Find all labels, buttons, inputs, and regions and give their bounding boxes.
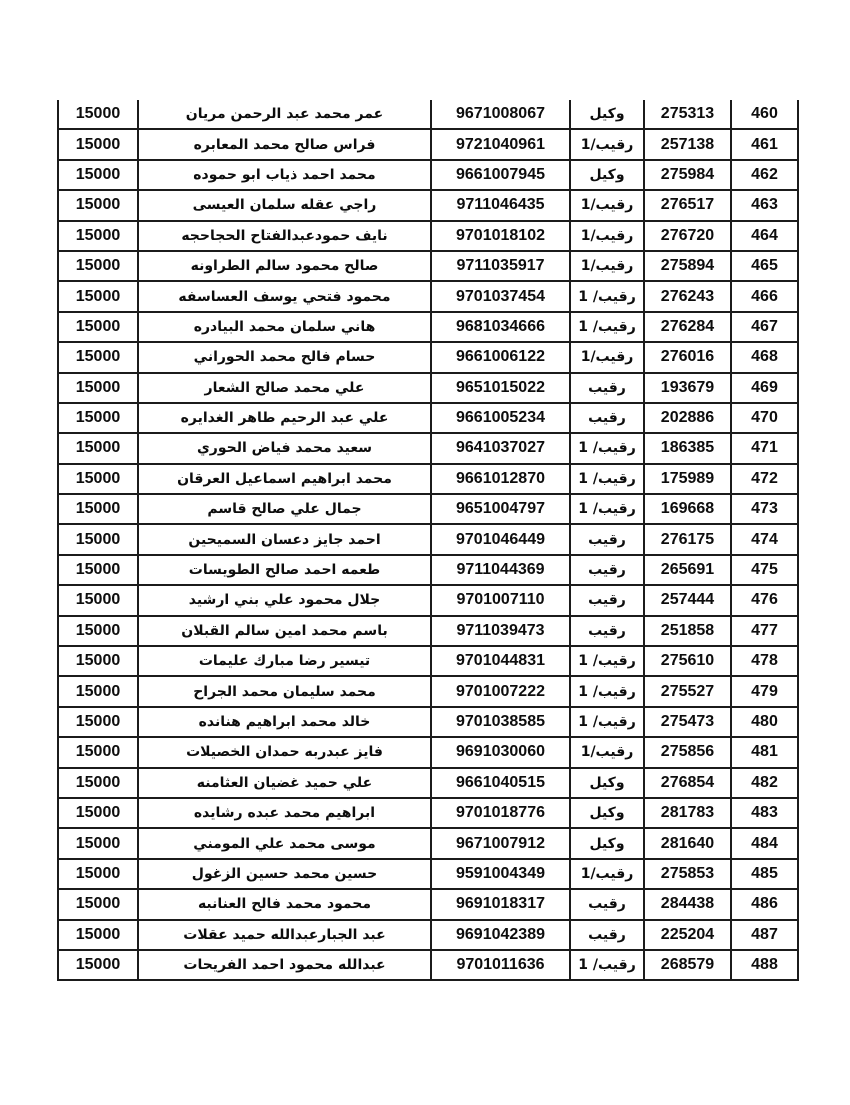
cell-row-number: 461 [731,129,798,159]
cell-rank: رقيب/1 [570,251,644,281]
cell-amount: 15000 [58,737,138,767]
cell-row-number: 472 [731,464,798,494]
cell-row-number: 477 [731,616,798,646]
table-row [58,585,798,615]
cell-serial: 275853 [644,859,731,889]
cell-amount: 15000 [58,373,138,403]
cell-name: عبدالله محمود احمد الفريحات [138,950,431,980]
cell-name: علي محمد صالح الشعار [138,373,431,403]
cell-national-id: 9651004797 [431,494,570,524]
cell-serial: 276720 [644,221,731,251]
cell-row-number: 484 [731,828,798,858]
cell-national-id: 9661040515 [431,768,570,798]
cell-amount: 15000 [58,494,138,524]
cell-serial: 281640 [644,828,731,858]
cell-amount: 15000 [58,676,138,706]
cell-rank: وكيل [570,768,644,798]
cell-amount: 15000 [58,251,138,281]
cell-rank: رقيب/1 [570,859,644,889]
cell-rank: رقيب [570,585,644,615]
cell-amount: 15000 [58,342,138,372]
cell-rank: رقيب [570,616,644,646]
cell-serial: 257444 [644,585,731,615]
cell-row-number: 463 [731,190,798,220]
cell-amount: 15000 [58,190,138,220]
table-row [58,221,798,251]
table-row [58,494,798,524]
cell-rank: رقيب/ 1 [570,281,644,311]
cell-amount: 15000 [58,312,138,342]
cell-row-number: 468 [731,342,798,372]
cell-amount: 15000 [58,160,138,190]
cell-amount: 15000 [58,828,138,858]
cell-serial: 276243 [644,281,731,311]
cell-amount: 15000 [58,585,138,615]
cell-rank: رقيب/1 [570,129,644,159]
cell-amount: 15000 [58,129,138,159]
cell-amount: 15000 [58,616,138,646]
cell-rank: رقيب [570,920,644,950]
cell-rank: رقيب/ 1 [570,646,644,676]
cell-serial: 275527 [644,676,731,706]
cell-name: خالد محمد ابراهيم هنانده [138,707,431,737]
table-row [58,859,798,889]
cell-row-number: 473 [731,494,798,524]
cell-rank: رقيب [570,524,644,554]
cell-serial: 202886 [644,403,731,433]
cell-serial: 275473 [644,707,731,737]
cell-national-id: 9701044831 [431,646,570,676]
cell-name: علي حميد غضيان العثامنه [138,768,431,798]
cell-rank: رقيب/ 1 [570,950,644,980]
cell-rank: رقيب/ 1 [570,464,644,494]
cell-national-id: 9701037454 [431,281,570,311]
cell-row-number: 466 [731,281,798,311]
cell-name: جمال علي صالح قاسم [138,494,431,524]
cell-national-id: 9711046435 [431,190,570,220]
cell-rank: رقيب/1 [570,342,644,372]
cell-amount: 15000 [58,100,138,129]
cell-national-id: 9661012870 [431,464,570,494]
table-row [58,464,798,494]
table-row [58,190,798,220]
cell-rank: وكيل [570,798,644,828]
cell-rank: رقيب/ 1 [570,676,644,706]
cell-rank: رقيب [570,403,644,433]
cell-amount: 15000 [58,920,138,950]
cell-name: محمد سليمان محمد الجراح [138,676,431,706]
cell-rank: رقيب/1 [570,190,644,220]
table-row [58,524,798,554]
cell-rank: رقيب/1 [570,221,644,251]
table-row [58,889,798,919]
cell-row-number: 471 [731,433,798,463]
cell-amount: 15000 [58,707,138,737]
cell-name: موسى محمد علي المومني [138,828,431,858]
cell-national-id: 9691030060 [431,737,570,767]
cell-name: ابراهيم محمد عبده رشايده [138,798,431,828]
cell-name: حسين محمد حسين الزغول [138,859,431,889]
cell-amount: 15000 [58,646,138,676]
cell-row-number: 464 [731,221,798,251]
cell-rank: وكيل [570,100,644,129]
cell-serial: 275856 [644,737,731,767]
cell-row-number: 487 [731,920,798,950]
cell-national-id: 9691018317 [431,889,570,919]
table-row [58,707,798,737]
cell-serial: 276854 [644,768,731,798]
cell-name: تيسير رضا مبارك عليمات [138,646,431,676]
cell-row-number: 480 [731,707,798,737]
table-row [58,616,798,646]
cell-row-number: 478 [731,646,798,676]
cell-name: فراس صالح محمد المعابره [138,129,431,159]
cell-national-id: 9701018776 [431,798,570,828]
cell-name: محمد احمد ذياب ابو حموده [138,160,431,190]
cell-serial: 276016 [644,342,731,372]
cell-national-id: 9641037027 [431,433,570,463]
cell-national-id: 9671007912 [431,828,570,858]
cell-name: عمر محمد عبد الرحمن مريان [138,100,431,129]
cell-row-number: 486 [731,889,798,919]
cell-serial: 276284 [644,312,731,342]
cell-row-number: 485 [731,859,798,889]
cell-national-id: 9691042389 [431,920,570,950]
cell-rank: رقيب [570,555,644,585]
cell-national-id: 9701046449 [431,524,570,554]
cell-serial: 265691 [644,555,731,585]
cell-serial: 275313 [644,100,731,129]
table-row [58,373,798,403]
cell-row-number: 462 [731,160,798,190]
cell-name: محمود فتحي يوسف العساسفه [138,281,431,311]
cell-name: عبد الجبارعبدالله حميد عقلات [138,920,431,950]
cell-row-number: 475 [731,555,798,585]
table-row [58,555,798,585]
cell-amount: 15000 [58,798,138,828]
cell-amount: 15000 [58,859,138,889]
cell-amount: 15000 [58,889,138,919]
table-row [58,433,798,463]
cell-serial: 281783 [644,798,731,828]
cell-national-id: 9701038585 [431,707,570,737]
cell-national-id: 9711039473 [431,616,570,646]
table-row [58,281,798,311]
cell-serial: 276175 [644,524,731,554]
cell-amount: 15000 [58,433,138,463]
cell-amount: 15000 [58,403,138,433]
table-row [58,251,798,281]
cell-serial: 276517 [644,190,731,220]
cell-rank: رقيب/ 1 [570,433,644,463]
cell-national-id: 9701011636 [431,950,570,980]
cell-row-number: 476 [731,585,798,615]
cell-amount: 15000 [58,281,138,311]
table-row [58,920,798,950]
cell-row-number: 469 [731,373,798,403]
cell-name: علي عبد الرحيم طاهر الغدايره [138,403,431,433]
cell-name: سعيد محمد فياض الحوري [138,433,431,463]
table-row [58,768,798,798]
cell-serial: 186385 [644,433,731,463]
cell-serial: 193679 [644,373,731,403]
cell-rank: رقيب/ 1 [570,494,644,524]
cell-name: راجي عقله سلمان العيسى [138,190,431,220]
cell-national-id: 9711044369 [431,555,570,585]
cell-national-id: 9661006122 [431,342,570,372]
cell-national-id: 9701007222 [431,676,570,706]
cell-row-number: 460 [731,100,798,129]
cell-row-number: 470 [731,403,798,433]
cell-national-id: 9681034666 [431,312,570,342]
cell-name: احمد جايز دعسان السميحين [138,524,431,554]
table-row [58,129,798,159]
cell-serial: 284438 [644,889,731,919]
cell-rank: رقيب/1 [570,737,644,767]
cell-amount: 15000 [58,221,138,251]
cell-serial: 275984 [644,160,731,190]
table-row [58,828,798,858]
table-row [58,160,798,190]
cell-serial: 251858 [644,616,731,646]
cell-name: محمد ابراهيم اسماعيل العرقان [138,464,431,494]
table-row [58,798,798,828]
cell-row-number: 483 [731,798,798,828]
cell-national-id: 9661007945 [431,160,570,190]
cell-serial: 175989 [644,464,731,494]
cell-serial: 257138 [644,129,731,159]
cell-national-id: 9671008067 [431,100,570,129]
cell-rank: رقيب/ 1 [570,312,644,342]
cell-amount: 15000 [58,524,138,554]
cell-name: صالح محمود سالم الطراونه [138,251,431,281]
cell-row-number: 467 [731,312,798,342]
cell-name: جلال محمود علي بني ارشيد [138,585,431,615]
cell-national-id: 9721040961 [431,129,570,159]
cell-national-id: 9701007110 [431,585,570,615]
table-row [58,312,798,342]
cell-amount: 15000 [58,768,138,798]
cell-row-number: 474 [731,524,798,554]
cell-serial: 275610 [644,646,731,676]
cell-rank: رقيب [570,373,644,403]
personnel-table [57,100,799,981]
table-row [58,950,798,980]
table-row [58,676,798,706]
cell-name: طعمه احمد صالح الطويسات [138,555,431,585]
cell-name: هاني سلمان محمد البيادره [138,312,431,342]
cell-serial: 169668 [644,494,731,524]
cell-name: محمود محمد فالح العنانبه [138,889,431,919]
cell-name: فايز عبدربه حمدان الخصيلات [138,737,431,767]
cell-row-number: 479 [731,676,798,706]
cell-amount: 15000 [58,555,138,585]
cell-amount: 15000 [58,950,138,980]
cell-national-id: 9711035917 [431,251,570,281]
cell-national-id: 9651015022 [431,373,570,403]
cell-row-number: 488 [731,950,798,980]
table-body [58,100,798,980]
cell-name: باسم محمد امين سالم القبلان [138,616,431,646]
cell-national-id: 9701018102 [431,221,570,251]
cell-amount: 15000 [58,464,138,494]
table-row [58,403,798,433]
cell-rank: رقيب/ 1 [570,707,644,737]
cell-rank: وكيل [570,160,644,190]
cell-rank: وكيل [570,828,644,858]
table-row [58,100,798,129]
cell-serial: 268579 [644,950,731,980]
cell-national-id: 9661005234 [431,403,570,433]
cell-national-id: 9591004349 [431,859,570,889]
cell-row-number: 482 [731,768,798,798]
cell-row-number: 481 [731,737,798,767]
table-row [58,646,798,676]
cell-serial: 275894 [644,251,731,281]
cell-name: حسام فالح محمد الحوراني [138,342,431,372]
cell-row-number: 465 [731,251,798,281]
cell-serial: 225204 [644,920,731,950]
cell-rank: رقيب [570,889,644,919]
cell-name: نايف حمودعبدالفتاح الحجاحجه [138,221,431,251]
table-row [58,342,798,372]
table-row [58,737,798,767]
